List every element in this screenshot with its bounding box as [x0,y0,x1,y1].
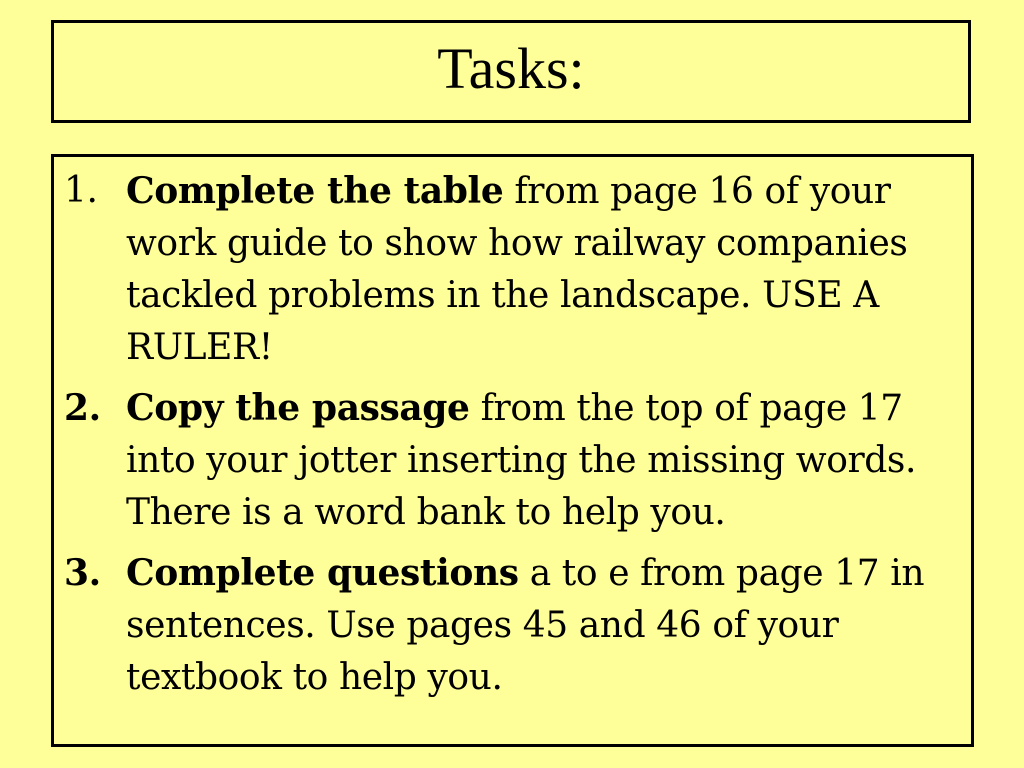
task-box [51,154,974,747]
task-number-1: 1. [64,170,98,211]
task-item-1 [64,165,961,374]
task-bold-2: Copy the passage [126,387,470,429]
task-list [64,165,961,704]
task-item-2 [64,382,961,539]
task-bold-3: Complete questions [126,552,519,594]
title-box [51,20,971,123]
task-rest-1: from page 16 of your work guide to show how railway companies tackled problems in the landscape. USE A RULER! [126,171,908,368]
task-rest-2: from the top of page 17 into your jotter inserting the missing words. There is a word bank to help you. [126,388,917,533]
task-item-3 [64,547,961,704]
task-number-2: 2. [64,387,101,429]
task-number-3: 3. [64,552,101,594]
task-text-1 [126,165,961,374]
task-text-2 [126,382,961,539]
task-bold-1: Complete the table [126,170,504,212]
task-rest-3: a to e from page 17 in sentences. Use pages 45 and 46 of your textbook to help you. [126,553,925,698]
slide-title: Tasks: [437,35,585,101]
task-text-3 [126,547,961,704]
